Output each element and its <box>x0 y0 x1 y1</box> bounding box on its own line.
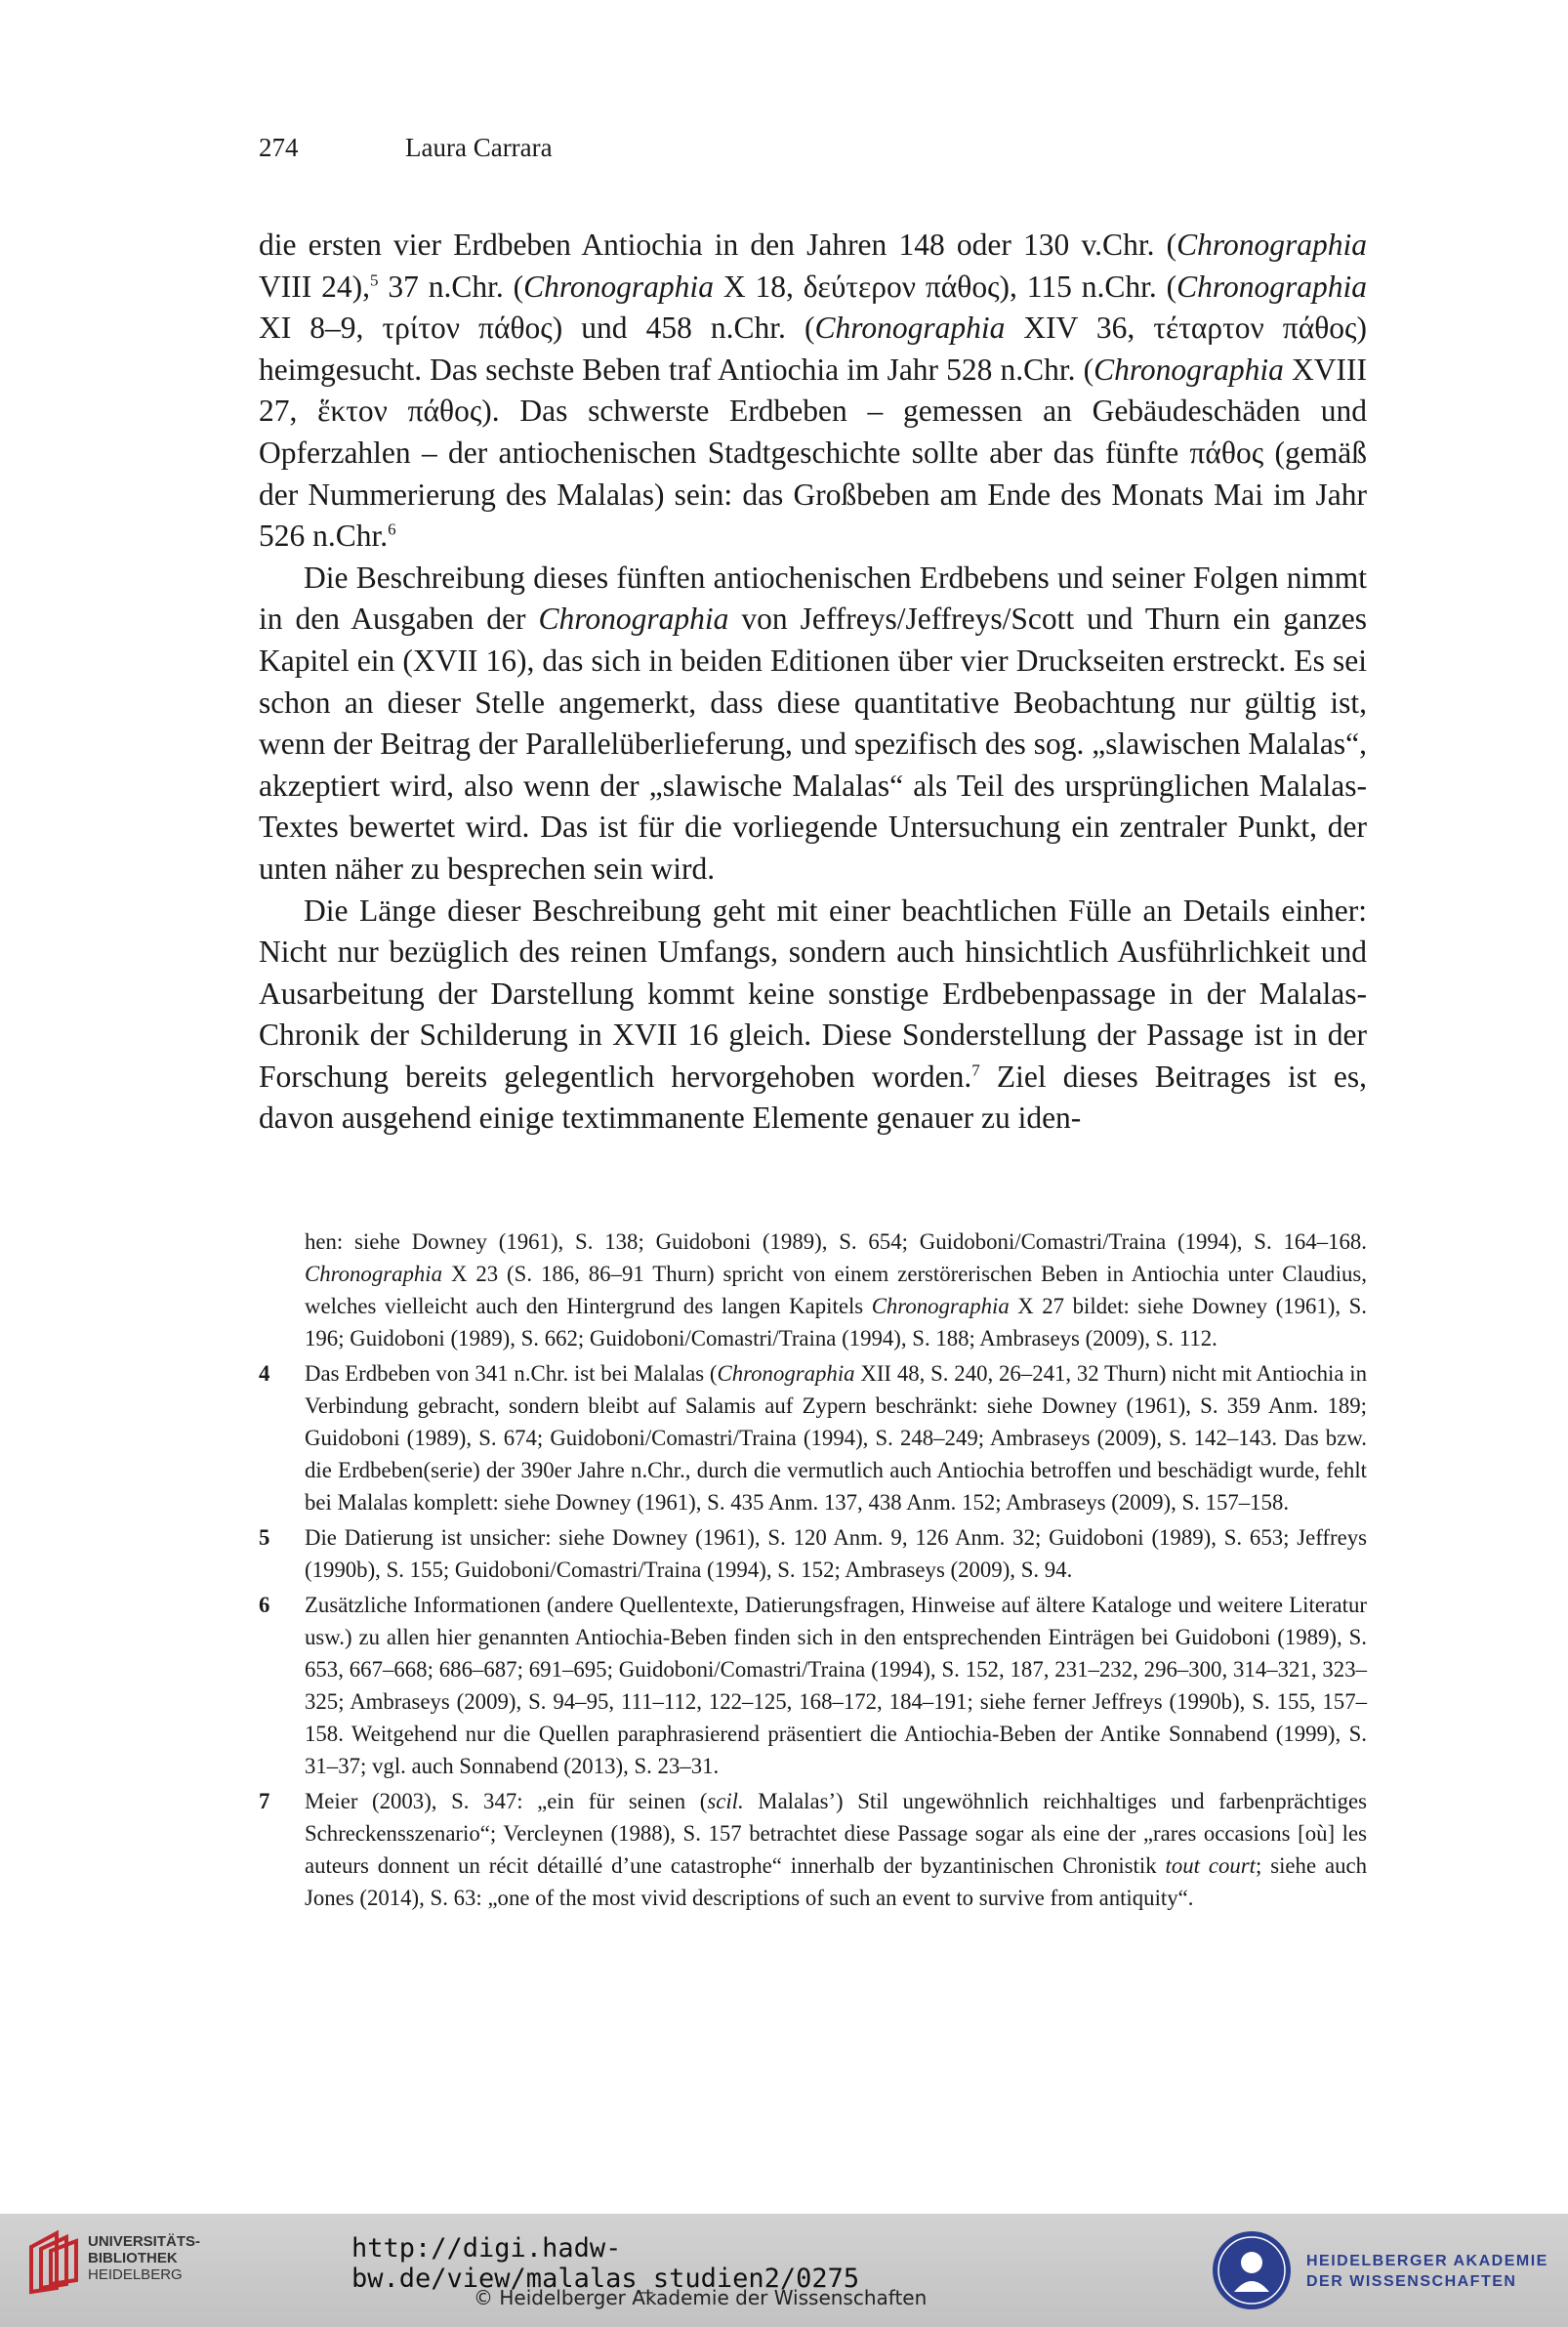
footnote-text: Das Erdbeben von 341 n.Chr. ist bei Malalas (Chronographia XII 48, S. 240, 26–241, 32 Thurn) nicht mit Antiochia in Verbindung gebracht, sondern bleibt auf Salamis auf Zypern beschränkt: siehe Downey (1961), S. 359 Anm. 189; Guidoboni (1989), S. 674; Guidoboni/Comastri/Traina (1994), S. 248–249; Ambraseys (2009), S. 142–143. Das bzw. die Erdbeben(serie) der 390er Jahre n.Chr., durch die vermutlich auch Antiochia betroffen und beschädigt wurde, fehlt bei Malalas komplett: siehe Downey (1961), S. 435 Anm. 137, 438 Anm. 152; Ambraseys (2009), S. 157–158. <box>305 1361 1367 1515</box>
footnote-number: 5 <box>259 1525 270 1550</box>
footnote-continued <box>259 1226 1367 1354</box>
library-name <box>88 2233 200 2283</box>
main-text <box>259 225 1367 1140</box>
footnote-number: 7 <box>259 1789 270 1813</box>
footnote-text: hen: siehe Downey (1961), S. 138; Guidoboni (1989), S. 654; Guidoboni/Comastri/Traina (1994), S. 164–168. Chronographia X 23 (S. 186, 86–91 Thurn) spricht von einem zerstörerischen Beben in Antiochia unter Claudius, welches vielleicht auch den Hintergrund des langen Kapitels Chronographia X 27 bildet: siehe Downey (1961), S. 196; Guidoboni (1989), S. 662; Guidoboni/Comastri/Traina (1994), S. 188; Ambraseys (2009), S. 112. <box>305 1229 1367 1350</box>
footnote-text: Die Datierung ist unsicher: siehe Downey (1961), S. 120 Anm. 9, 126 Anm. 32; Guidoboni (1989), S. 653; Jeffreys (1990b), S. 155; Guidoboni/Comastri/Traina (1994), S. 152; Ambraseys (2009), S. 94. <box>305 1525 1367 1582</box>
paragraph: Die Beschreibung dieses fünften antiochenischen Erdbebens und seiner Folgen nimmt in den Ausgaben der Chronographia von Jeffreys/Jeffreys/Scott und Thurn ein ganzes Kapitel ein (XVII 16), das sich in beiden Editionen über vier Druckseiten erstreckt. Es sei schon an dieser Stelle angemerkt, dass diese quantitative Beobachtung nur gültig ist, wenn der Beitrag der Parallelüberlieferung, und spezifisch des sog. „slawischen Malalas“, akzeptiert wird, also wenn der „slawische Malalas“ als Teil des ursprünglichen Malalas-Textes bewertet wird. Das ist für die vorliegende Untersuchung ein zentraler Punkt, der unten näher zu besprechen sein wird. <box>259 560 1367 886</box>
academy-name-line: HEIDELBERGER AKADEMIE <box>1306 2253 1548 2269</box>
page-number: 274 <box>259 133 299 162</box>
footer-band <box>0 2214 1568 2327</box>
library-name-line: HEIDELBERG <box>88 2266 183 2283</box>
footnote-6 <box>259 1589 1367 1782</box>
footnotes <box>259 1226 1367 1917</box>
paragraph: Die Länge dieser Beschreibung geht mit einer beachtlichen Fülle an Details einher: Nicht nur bezüglich des reinen Umfangs, sondern auch hinsichtlich Ausführlichkeit und Ausarbeitung der Darstellung kommt keine sonstige Erdbebenpassage in der Malalas-Chronik der Schilderung in XVII 16 gleich. Diese Sonderstellung der Passage ist in der Forschung bereits gelegentlich hervorgehoben worden.$^7$ Ziel dieses Beitrages ist es, davon ausgehend einige textimmanente Elemente genauer zu iden- <box>259 893 1367 1136</box>
academy-seal-icon[interactable] <box>1211 2229 1293 2311</box>
paragraph: die ersten vier Erdbeben Antiochia in den Jahren 148 oder 130 v.Chr. (Chronographia VIII 24),$^5$ 37 n.Chr. (Chronographia X 18, δεύτερον πάθος), 115 n.Chr. (Chronographia XI 8–9, τρίτον πάθος) und 458 n.Chr. (Chronographia XIV 36, τέταρτον πάθος) heimgesucht. Das sechste Beben traf Antiochia im Jahr 528 n.Chr. (Chronographia XVIII 27, ἕκτον πάθος). Das schwerste Erdbeben – gemessen an Gebäudeschäden und Opferzahlen – der antiochenischen Stadtgeschichte sollte aber das fünfte πάθος (gemäß der Nummerierung des Malalas) sein: das Großbeben am Ende des Monats Mai im Jahr 526 n.Chr.$^6$ <box>259 228 1368 554</box>
running-author: Laura Carrara <box>405 133 553 162</box>
footnote-4 <box>259 1357 1367 1518</box>
library-name-line: BIBLIOTHEK <box>88 2250 178 2266</box>
permalink-url[interactable]: http://digi.hadw-bw.de/view/malalas_studien2/0275 <box>351 2233 860 2294</box>
footnote-7 <box>259 1785 1367 1914</box>
copyright-notice: © Heidelberger Akademie der Wissenschaften <box>474 2286 928 2309</box>
running-header <box>259 133 553 163</box>
footnote-text: Zusätzliche Informationen (andere Quellentexte, Datierungsfragen, Hinweise auf ältere Kataloge und weitere Literatur usw.) zu allen hier genannten Antiochia-Beben finden sich in den entsprechenden Einträgen bei Guidoboni (1989), S. 653, 667–668; 686–687; 691–695; Guidoboni/Comastri/Traina (1994), S. 152, 187, 231–232, 296–300, 314–321, 323–325; Ambraseys (2009), S. 94–95, 111–112, 122–125, 168–172, 184–191; siehe ferner Jeffreys (1990b), S. 155, 157–158. Weitgehend nur die Quellen paraphrasierend präsentiert die Antiochia-Beben der Antike Sonnabend (1999), S. 31–37; vgl. auch Sonnabend (2013), S. 23–31. <box>305 1593 1367 1778</box>
footnote-text: Meier (2003), S. 347: „ein für seinen (scil. Malalas’) Stil ungewöhnlich reichhaltiges und farbenprächtiges Schreckensszenario“; Vercleynen (1988), S. 157 betrachtet diese Passage sogar als eine der „rares occasions [où] les auteurs donnent un récit détaillé d’une catastrophe“ innerhalb der byzantinischen Chronistik tout court; siehe auch Jones (2014), S. 63: „one of the most vivid descriptions of such an event to survive from antiquity“. <box>305 1789 1367 1910</box>
footnote-5 <box>259 1521 1367 1586</box>
footnote-number: 4 <box>259 1361 270 1386</box>
library-logo-icon[interactable] <box>27 2227 78 2296</box>
footnote-number: 6 <box>259 1593 270 1617</box>
academy-name-line: DER WISSENSCHAFTEN <box>1306 2273 1517 2290</box>
academy-name <box>1306 2251 1548 2292</box>
library-name-line: UNIVERSITÄTS- <box>88 2233 201 2250</box>
